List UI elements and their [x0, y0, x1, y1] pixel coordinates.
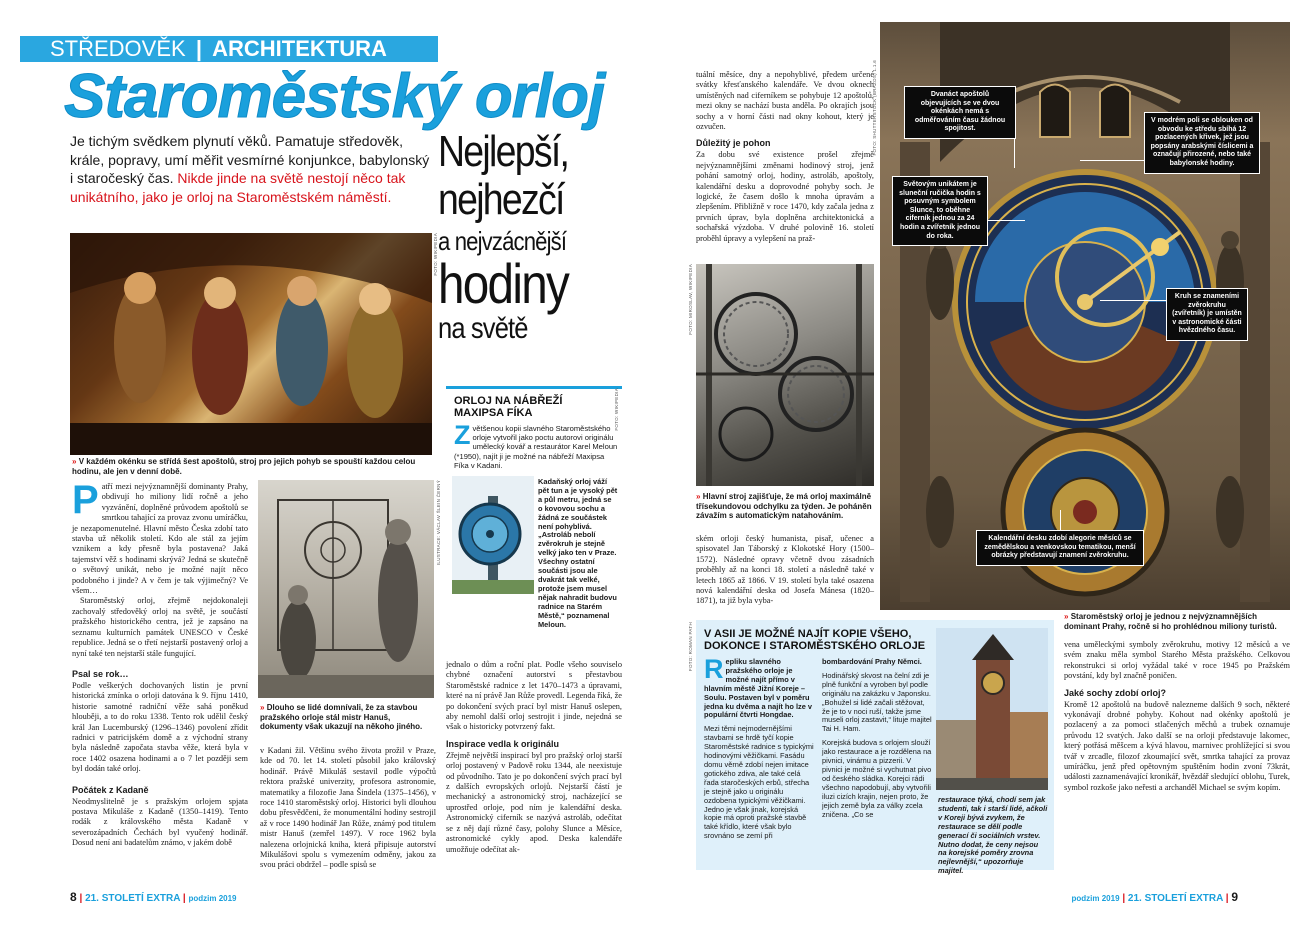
callout-zodiac: Kruh se znameními zvěrokruhu (zvířetník) je umístěn v astronomické části hvězdného času.: [1166, 288, 1248, 341]
footer-left-page: 8: [70, 890, 77, 904]
credit-6: FOTO: ROMAN PATH: [688, 622, 693, 672]
footer-right-issue: podzim 2019: [1071, 894, 1120, 903]
lead-paragraph: [70, 132, 430, 206]
caption-arrow-icon-3: »: [696, 492, 701, 501]
caption-arrow-icon-4: »: [1064, 612, 1069, 621]
box-asie: [696, 620, 1054, 876]
col3-subheading-1: Inspirace vedla k originálu: [446, 738, 560, 749]
col4-paragraph-2: Za dobu své existence prošel zřejmě nejvýznamnějšími změnami hodinový stroj, jenž pohání samotný orloj, hodiny, astroláb, apoštoly, kalendářní desku a doprovodné pohyby soch. Je logické, že časem došlo k mnoha úpravám a zlepšením. Přibližně v roce 1470, kdy začala jedna z prvních úprav, byla doplněna architektonická a sochařská výzdoba. V druhé polovině 16. století proběhl úpravy a vylepšení na praž-: [696, 150, 874, 243]
colr-paragraph-1: vena uměleckými symboly zvěrokruhu, motivy 12 měsíců a ve svém znaku měla symbol Starého Města pražského. Celkovou rekonstrukci si orloj vyžádal také v roce 1945 po Pražském povstání, kdy byl značně poničen.: [1064, 640, 1290, 681]
kadan-clock-photo: [452, 476, 534, 594]
footer-right-brand: 21. STOLETÍ EXTRA: [1127, 893, 1223, 904]
box-asie-c2c: Korejská budova s orlojem slouží jako restaurace a je rozdělena na pivnici, vinárnu a pizzerii. V pivnici je možné si vychutnat pivo od českého sládka. Korejci rádi všechno napodobují, aby vytvořili iluzi cizích krajin, nejen proto, že jejich země byla za války zcela zničena. „Co se: [822, 738, 932, 819]
footer-left: [70, 890, 236, 904]
box-nabrezi-body: Kadaňský orloj váží pět tun a je vysoký pět a půl metru, jedná se o kovovou sochu a žádná ze součástek není pohyblivá. „Astroláb nebolí zvěrokruh je stejně velký jako ten v Praze. Všechny ostatní součásti jsou ale dvakrát tak velké, protože jsem musel nějak nahradit budovu radnice na Starém Městě,“ poznamenal Meloun.: [538, 477, 618, 629]
dropcap-p: P: [72, 478, 99, 522]
colr-subheading-1: Jaké sochy zdobí orloj?: [1064, 687, 1167, 698]
hanus-illustration: [258, 480, 434, 698]
mechanism-photo: [696, 264, 874, 486]
footer-right-page: 9: [1231, 890, 1238, 904]
column-4: [696, 70, 874, 244]
box-asie-title: V ASII JE MOŽNÉ NAJÍT KOPIE VŠEHO, DOKONCE I STAROMĚSTSKÉHO ORLOJE: [704, 628, 926, 652]
footer-left-sep1: |: [79, 893, 83, 904]
callout-babylonian: V modrém poli se oblouken od obvodu ke středu sbíhá 12 pozlacených křivek, jež jsou popsány arabskými číslicemi a označují přirozené, nebo také babylonské hodiny.: [1144, 112, 1260, 174]
col1-paragraph-3: Podle veškerých dochovaných listin je první historická zmínka o orloji datována k 9. říjnu 1410, historie samotné radniční věže sahá poněkud hlouběji, a to do roku 1338. Tento rok udělil český král Jan Lucemburský (1296–1346) povolení zřídit radnici v patricijském domě a z východní strany byla následně započata stavba věže, která byla v roce 1402 osazena hodinami a o 7 let později sem byl dodán také orloj.: [72, 680, 248, 774]
headline-line3: a nejvzácnější: [438, 226, 567, 256]
col3-paragraph-1: jednalo o dům a roční plat. Podle všeho souviselo chybné označení autorství s přestavbou Staroměstské radnice z let 1470–1473 a úpravami, které na ní právě Jan Růže provedl. Legenda říká, že po dokončení svých prací byl mistr Hanuš oslepen, aby nemohl další orloj sestrojit i jinde, nejedná se však o historicky potvrzený fakt.: [446, 660, 622, 732]
headline-line4: hodiny: [438, 252, 569, 315]
box-asie-col2: [822, 658, 932, 819]
col1-subheading-1: Psal se rok…: [72, 668, 129, 679]
caption-apostles: [72, 457, 432, 476]
callout-sun-hand: Světovým unikátem je sluneční ručička hodin s posuvným symbolem Slunce, to oběhne ciferník jednou za 24 hodin a zvířetník jednou do roka.: [892, 176, 988, 246]
credit-5: FOTO: SHUTTERSTOCK (BRAZOS) 1.1.6: [872, 60, 877, 156]
credit-1: FOTO: WIKIPEDIA: [433, 233, 438, 276]
caption-mechanism-text: Hlavní stroj zajišťuje, že má orloj maximálně třísekundovou odchylku za týden. Je poháněn závažím s automatickým natahováním.: [696, 492, 872, 520]
section-header: [50, 36, 387, 62]
callout-line-2: [1080, 160, 1144, 161]
footer-left-sep2: |: [182, 893, 186, 904]
apostles-illustration: [70, 233, 432, 455]
footer-right: [1072, 890, 1238, 904]
footer-right-sep2: |: [1225, 893, 1229, 904]
caption-landmark-text: Staroměstský orloj je jednou z nejvýznamnějších dominant Prahy, ročně si ho prohlédnou miliony turistů.: [1064, 612, 1277, 631]
caption-hanus: [260, 703, 434, 732]
box-nabrezi-intro: [454, 420, 618, 470]
mechanism-drawing: [696, 264, 874, 486]
section-separator: |: [195, 36, 202, 61]
kadan-clock-drawing: [452, 476, 534, 594]
col1-paragraph-1: [72, 478, 248, 596]
hanus-drawing: [258, 480, 434, 698]
column-3: [446, 660, 622, 855]
column-1: [72, 478, 248, 849]
box-nabrezi-title: ORLOJ NA NÁBŘEŽÍ MAXIPSA FÍKA: [454, 395, 563, 419]
col3-paragraph-2: Zřejmě největší inspirací byl pro pražský orloj starší orloj postavený v Padově roku 1344, ale neexistuje od původního. Tato je po dokončení svých prací byl z dalších evropských orlojů. Nejstarší částí je mechanický a astronomický stroj, nacházející se uprostřed orloje, pod ním je kalendářní deska. Astronomický ciferník se nazývá astroláb, odečítat se z něj dají různé časy, polohy Slunce a Měsíce, astronomické cykly apod. Deska kalendáře umožňuje odečítat ak-: [446, 750, 622, 854]
headline-line1: Nejlepší,: [438, 127, 569, 176]
caption-hanus-text: Dlouho se lidé domnívali, že za stavbou pražského orloje stál mistr Hanuš, dokumenty však ukazují na někoho jiného.: [260, 703, 423, 731]
section-name: STŘEDOVĚK: [50, 36, 186, 61]
page-title: Staroměstský orloj: [64, 62, 605, 131]
col1-p1: atří mezi nejvýznamnější dominanty Prahy, obdivují ho miliony lidí ročně a jeho vyzvánění, doplněné průvodem apoštolů se smrtkou tahající za provaz zvonu umíráčku, je nezapomenutelné. Hlavní město Česka zdobí tato stavba už několik století. Kdo ale stál za jejím vznikem a kdy přesně byla postavena? Jaká tajemství věž s hodinami skrývá? Jedná se skutečně o světový unikát, nebo je možné najít něco podobného i jinde? A v čem je tak výjimečný? Ve všem…: [72, 482, 248, 596]
section-category: ARCHITEKTURA: [212, 36, 387, 61]
col1-paragraph-2: Staroměstský orloj, zřejmě nejdokonaleji zachovalý středověký orloj na světě, je součástí pražského historického centra, jež je zapsáno na seznamu kulturních památek UNESCO v České republice. Jedná se o třetí nejstarší postavený orloj a nyní také ten nejstarší stále fungující.: [72, 596, 248, 658]
caption-landmark: [1064, 612, 1290, 631]
callout-line-3: [985, 220, 1025, 221]
headline-line2: nejhezčí: [438, 175, 564, 224]
credit-3: FOTO: WIKIPEDIA: [614, 388, 619, 431]
box-nabrezi-rule: [446, 386, 622, 389]
column-4b: [696, 534, 874, 607]
box-asie-c1b: Mezi těmi nejmodernějšími stavbami se hrdě tyčí kopie Staroměstské radnice s typickými hodinovými věžičkami. Fasádu domu věrně zdobí nejen imitace gotického zdiva, ale také celá řada staročeských erbů, střecha je stejně jako u originálu ozdobena typickými věžičkami. Jedno je však jinak, korejská kopie má oproti pražské stavbě také křídlo, které však bylo srovnáno se zemí při: [704, 724, 814, 841]
box-nabrezi: [446, 386, 622, 654]
footer-left-brand: 21. STOLETÍ EXTRA: [85, 893, 181, 904]
caption-arrow-icon-2: »: [260, 703, 265, 712]
box-nabrezi-intro-text: většenou kopii slavného Staroměstského orloje vytvořil jako poctu autorovi originálu umělecký kovář a restaurátor Karel Meloun (*1950), najít ji je možné na nábřeží Maxipsa Fíka v Kadani.: [454, 424, 618, 470]
caption-mechanism: [696, 492, 874, 521]
headline: [438, 127, 628, 345]
footer-right-sep1: |: [1122, 893, 1126, 904]
seoul-copy-photo: [936, 628, 1048, 790]
callout-apostles: Dvanáct apoštolů objevujících se ve dvou okénkách nemá s odměřováním času žádnou spojitost.: [904, 86, 1016, 139]
lead-black: Je tichým svědkem plynutí věků. Pamatuje středověk, krále, popravy, umí měřit vesmírné konjunkce, babylonský i staročeský čas.: [70, 133, 430, 186]
col4-paragraph-1: tuální měsíce, dny a nepohyblivé, předem určené svátky křesťanského kalendáře. Ve dvou oknech umístěných nad ciferníkem se pohybuje 12 apoštolů, mezi okny se nachází busta anděla. Po okrajích jsou sochy a v horní části nad okny kohout, který je ozvučen.: [696, 70, 874, 132]
col1-subheading-2: Počátek z Kadaně: [72, 784, 149, 795]
credit-2: ILUSTRACE: VÁCLAV ŠLEIN ČERNÝ: [436, 480, 441, 566]
box-asie-col1: [704, 654, 816, 841]
box-asie-c3: restaurace týká, chodí sem jak studenti, tak i starší lidé, ačkoli v Koreji bývá zvykem, že restaurace se dělí podle generací či sociálních vrstev. Nutno dodat, že ceny nejsou na korejské poměry zrovna nejlevnější,“ upozorňuje majitel.: [938, 795, 1048, 876]
col4-paragraph-3: ském orloji český humanista, pisař, učenec a spisovatel Jan Táborský z Klokotské Hory (1500–1572). Následné opravy včetně dvou zásadních proběhly až na konci 18. století a následně také v letech 1865 až 1866. V 19. století byla také osazena nová kalendářní deska od Josefa Mánesa (1820–1871), ta již byla vyba-: [696, 534, 874, 606]
headline-line5: na světě: [438, 312, 528, 345]
callout-line-5: [1060, 510, 1061, 532]
box-asie-c2a: bombardování Prahy Němci.: [822, 657, 922, 666]
footer-left-issue: podzim 2019: [188, 894, 237, 903]
colr-paragraph-2: Kromě 12 apoštolů na budově nalezneme dalších 9 soch, některé vykonávají drobné pohyby. Kohout nad okénky apoštolů je pozlacený a za pomoci stlačených měchů a trubek oznamuje průvodu 12 svatých. Jako další se na orloji představuje lakomec, který potřásá měšcem a kývá hlavou, marnivec prohlížející si svou tvář v zrcadle, filozof zkoumající svět, smrtka tahající za provaz umíráčku, jenž před opětovným spuštěním hodin zvoní 73krát, události zaznamenávající kronikář, hvězdář sledující oblohu, Turek, symbol rozkoše jako neřesti a archanděl Michael se svým kopím.: [1064, 699, 1290, 792]
box-asie-col1a: [704, 654, 816, 720]
callout-calendar: Kalendářní desku zdobí alegorie měsíců se zemědělskou a venkovskou tematikou, menší obrázky představují znamení zvěrokruhu.: [976, 530, 1144, 566]
credit-4: FOTO: MIROSLAV, WIKIPEDIA: [688, 264, 693, 335]
apostles-photo: [70, 233, 432, 455]
col2-paragraph-1: v Kadani žil. Většinu svého života prožil v Praze, kde od 70. let 14. století působil jako královský hodinář. Právě Mikuláš sestavil podle výpočtů rektora pražské univerzity, profesora astronomie, matematiky a filozofie Jana Šindela (1375–1456), v roce 1410 staroměstský orloj. Historici byli dlouhou dobu přesvědčeni, že monumentální hodiny sestrojil až v roce 1490 hodinář Jan Růže, známý pod titulem mistr Hanuš (zemřel 1497). V roce 1962 byla nalezena orlojnická kniha, která připisuje autorství Mikulášovi spolu s vymezením odměny, jakou za svou práci obdržel – podle spisů se: [260, 746, 436, 870]
lead-red: Nikde jinde na světě nestojí něco tak unikátního, jako je orloj na Staroměstském náměstí.: [70, 170, 406, 205]
caption-arrow-icon: »: [72, 457, 77, 466]
box-nabrezi-dropcap: Z: [454, 420, 471, 450]
box-asie-c1a: epliku slavného pražského orloje je možné najít přímo v hlavním městě Jižní Koreje – Soulu. Postaven byl v poměru jedna ku dvěma a najít ho lze v populární čtvrti Hongdae.: [704, 657, 813, 720]
callout-line-4: [1100, 300, 1166, 301]
seoul-copy-drawing: [936, 628, 1048, 790]
column-2: [260, 746, 436, 871]
col4-subheading-1: Důležitý je pohon: [696, 138, 771, 149]
box-asie-dropcap: R: [704, 654, 724, 684]
caption-apostles-text: V každém okénku se střídá šest apoštolů, stroj pro jejich pohyb se spouští každou celou hodinu, ale jen v denní době.: [72, 457, 416, 476]
column-right: [1064, 640, 1290, 793]
col1-paragraph-4: Neodmyslitelně je s pražským orlojem spjata postava Mikuláše z Kadaně (1350–1419). Tento rodák z královského města Kadaně v severozápadních Čechách byl vyučený hodinář. Dosud není ani badatelům známo, v jakém době: [72, 796, 248, 848]
box-asie-c2b: Hodinářský skvost na čelní zdi je plně funkční a vyroben byl podle originálu na zakázku v Japonsku. „Bohužel si lidé začali stěžovat, že je to v noci ruší, takže jsme museli orloj zastavit,“ lituje majitel Tai H. Ham.: [822, 670, 932, 734]
